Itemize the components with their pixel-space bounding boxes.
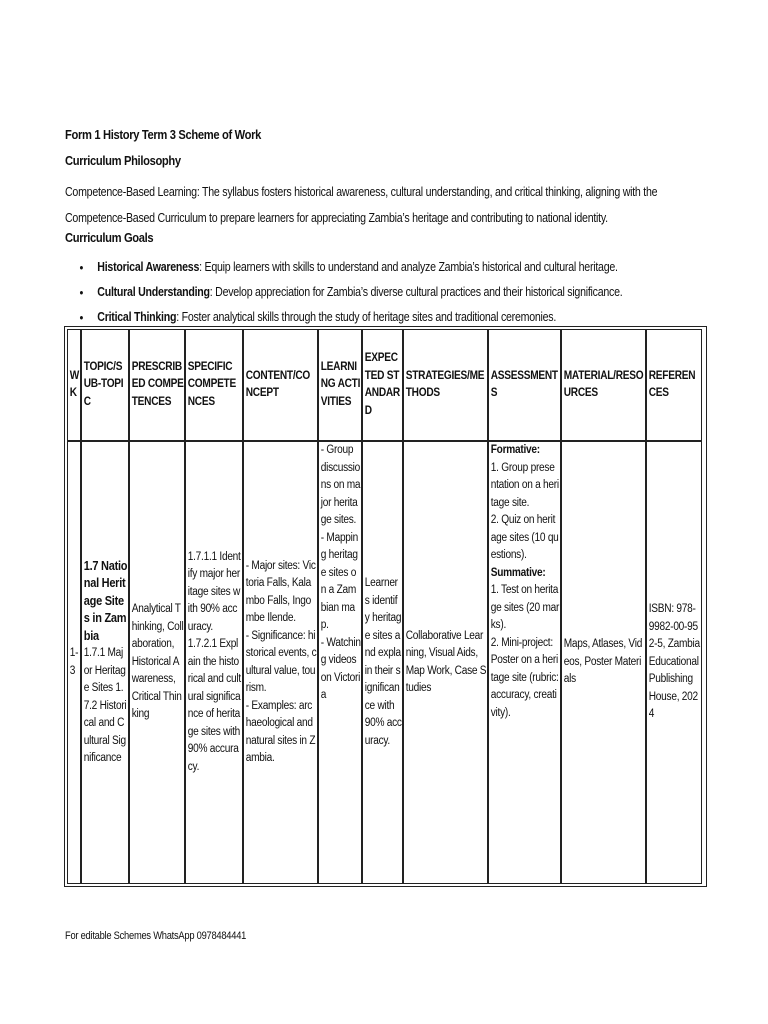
specific-item: 1.7.2.1 Explain the historical and cultural significance of heritage sites with 90% accuracy. xyxy=(187,638,241,773)
header-assessments: ASSESSMENTS xyxy=(488,329,561,441)
header-prescribed: PRESCRIBED COMPETENCES xyxy=(129,329,185,441)
summative-item: 2. Mini-project: Poster on a heritage site (rubric: accuracy, creativity). xyxy=(490,636,559,719)
cell-materials: Maps, Atlases, Videos, Poster Materials xyxy=(561,441,646,884)
header-content: CONTENT/CONCEPT xyxy=(243,329,318,441)
summative-item: 1. Test on heritage sites (20 marks). xyxy=(490,584,560,631)
cell-references: ISBN: 978-9982-00-952-5, Zambia Educational Publishing House, 2024 xyxy=(646,441,702,884)
header-wk: WK xyxy=(67,329,81,441)
goal-term: Cultural Understanding xyxy=(97,285,210,299)
header-materials: MATERIAL/RESOURCES xyxy=(561,329,646,441)
cell-assessments xyxy=(488,441,561,884)
topic-sub: 1.7.1 Major Heritage Sites 1.7.2 Historical and Cultural Significance xyxy=(83,647,127,764)
activity-item: - Group discussions on major heritage sites. xyxy=(320,444,361,526)
footer-note: For editable Schemes WhatsApp 0978484441 xyxy=(65,930,247,942)
bullet-icon: • xyxy=(79,310,84,325)
content-item: - Major sites: Victoria Falls, Kalambo Falls, Ingombe Ilende. xyxy=(245,559,316,624)
goal-text: : Foster analytical skills through the study of heritage sites and traditional ceremonies. xyxy=(176,310,557,324)
header-specific: SPECIFIC COMPETENCES xyxy=(185,329,243,441)
cell-specific xyxy=(185,441,243,884)
header-references: REFERENCES xyxy=(646,329,702,441)
goal-text: : Equip learners with skills to understand and analyze Zambia’s historical and cultural heritage. xyxy=(199,260,618,274)
activity-item: - Watching videos on Victoria xyxy=(320,636,361,701)
activity-item: - Mapping heritage sites on a Zambian map. xyxy=(320,531,359,631)
bullet-icon: • xyxy=(79,285,84,300)
scheme-table-frame xyxy=(64,326,707,887)
goal-text: : Develop appreciation for Zambia’s diverse cultural practices and their historical significance. xyxy=(209,285,623,299)
document-title: Form 1 History Term 3 Scheme of Work xyxy=(65,127,261,142)
table-header-row xyxy=(67,329,702,441)
specific-item: 1.7.1.1 Identify major heritage sites with 90% accuracy. xyxy=(187,550,241,633)
goal-item xyxy=(65,255,622,280)
goal-term: Critical Thinking xyxy=(97,310,177,324)
topic-main: 1.7 National Heritage Sites in Zambia xyxy=(83,558,128,643)
goal-term: Historical Awareness xyxy=(97,260,200,274)
cell-strategies: Collaborative Learning, Visual Aids, Map Work, Case Studies xyxy=(403,441,488,884)
goals-list xyxy=(65,255,721,330)
formative-item: 1. Group presentation on a heritage site. xyxy=(490,461,559,509)
philosophy-text: Competence-Based Learning: The syllabus fosters historical awareness, cultural understanding, and critical thinking, aligning with the Competence-Based Curriculum to prepare learners for appreciating Zambia’s heritage and contributing to national identity. xyxy=(65,185,658,225)
bullet-icon: • xyxy=(79,260,84,275)
cell-topic xyxy=(81,441,129,884)
cell-standard: Learners identify heritage sites and explain their significance with 90% accuracy. xyxy=(362,441,403,884)
header-standard: EXPECTED STANDARD xyxy=(362,329,403,441)
formative-label: Formative: xyxy=(490,444,540,456)
goal-item xyxy=(65,280,622,305)
scheme-table xyxy=(67,329,702,884)
cell-content xyxy=(243,441,318,884)
philosophy-heading: Curriculum Philosophy xyxy=(65,153,181,168)
content-item: - Significance: historical events, cultural value, tourism. xyxy=(245,629,317,694)
formative-item: 2. Quiz on heritage sites (10 questions). xyxy=(490,514,559,561)
goals-heading: Curriculum Goals xyxy=(65,230,154,245)
summative-label: Summative: xyxy=(490,566,546,579)
header-strategies: STRATEGIES/METHODS xyxy=(403,329,488,441)
cell-prescribed: Analytical Thinking, Collaboration, Historical Awareness, Critical Thinking xyxy=(129,441,185,884)
content-item: - Examples: archaeological and natural sites in Zambia. xyxy=(245,699,316,764)
header-activities: LEARNING ACTIVITIES xyxy=(318,329,362,441)
cell-week: 1-3 xyxy=(67,441,81,884)
table-row xyxy=(67,441,702,884)
cell-activities xyxy=(318,441,362,884)
header-topic: TOPIC/SUB-TOPIC xyxy=(81,329,129,441)
